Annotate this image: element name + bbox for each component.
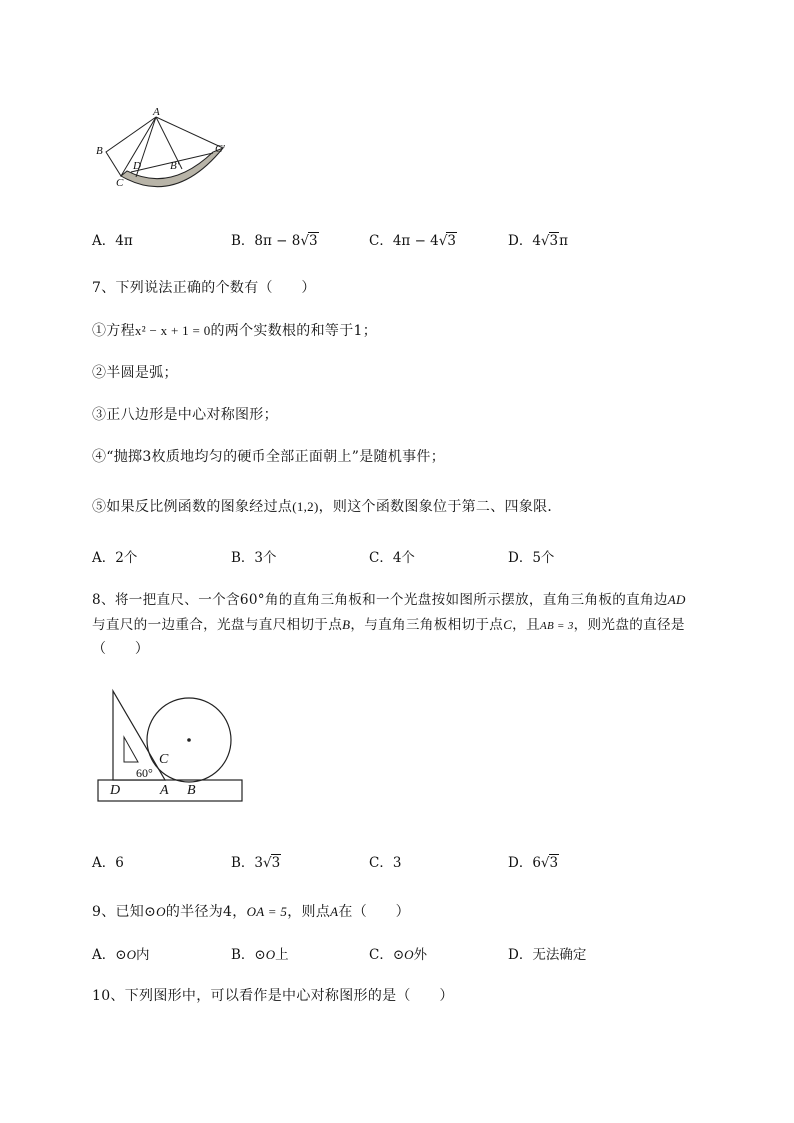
q7-statement-4: ④“抛掷3枚质地均匀的硬币全部正面朝上”是随机事件； [92, 449, 446, 465]
q7-statement-5: ⑤如果反比例函数的图象经过点(1,2)，则这个函数图象位于第二、四象限． [92, 499, 562, 515]
q6-option-c[interactable]: C．4π − 4√3 [369, 233, 456, 249]
q7-option-a[interactable]: A．2个 [92, 550, 138, 566]
fig6-label-b: B [96, 145, 103, 157]
q7-option-d[interactable]: D．5个 [508, 550, 555, 566]
fig6-label-c: C [116, 177, 124, 189]
fig6-label-c-prime: C' [215, 143, 225, 155]
q7-statement-3: ③正八边形是中心对称图形； [92, 407, 278, 423]
q8-fig-label-c: C [159, 752, 169, 767]
fig6-label-b-prime: B' [170, 160, 180, 172]
fig6-label-d: D [133, 160, 141, 172]
q8-fig-angle-label: 60° [136, 766, 153, 780]
q9-option-d[interactable]: D．无法确定 [508, 947, 587, 963]
q8-option-a[interactable]: A．6 [92, 855, 124, 871]
q8-stem-line-2: 与直尺的一边重合，光盘与直尺相切于点B，与直角三角板相切于点C，且AB = 3，则光盘的直径是 [92, 617, 685, 633]
q7-option-b[interactable]: B．3个 [231, 550, 277, 566]
q7-statement-2: ②半圆是弧； [92, 365, 178, 381]
q8-option-b[interactable]: B．3√3 [231, 855, 281, 871]
fig6-label-a: A [153, 106, 160, 118]
q8-stem-line-3: （ ） [92, 641, 150, 657]
q8-fig-label-a: A [160, 783, 169, 798]
q8-fig-label-b: B [187, 783, 196, 798]
q7-option-c[interactable]: C．4个 [369, 550, 415, 566]
q8-stem-line-1: 8、将一把直尺、一个含60°角的直角三角板和一个光盘按如图所示摆放，直角三角板的直角边AD [92, 592, 686, 608]
q6-option-d[interactable]: D．4√3π [508, 233, 568, 249]
q6-option-a[interactable]: A．4π [92, 233, 133, 249]
q8-option-d[interactable]: D．6√3 [508, 855, 559, 871]
q9-option-b[interactable]: B．⊙O上 [231, 947, 289, 963]
q7-statement-1: ①方程x² − x + 1 = 0的两个实数根的和等于1； [92, 323, 378, 339]
q8-option-c[interactable]: C．3 [369, 855, 402, 871]
q9-option-a[interactable]: A．⊙O内 [92, 947, 150, 963]
q10-stem: 10、下列图形中，可以看作是中心对称图形的是（ ） [92, 988, 454, 1004]
q8-fig-label-d: D [110, 783, 121, 798]
q7-stem: 7、下列说法正确的个数有（ ） [92, 280, 316, 296]
q6-option-b[interactable]: B．8π − 8√3 [231, 233, 318, 249]
q9-stem: 9、已知⊙O的半径为4，OA = 5，则点A在（ ） [92, 904, 410, 920]
q9-option-c[interactable]: C．⊙O外 [369, 947, 428, 963]
